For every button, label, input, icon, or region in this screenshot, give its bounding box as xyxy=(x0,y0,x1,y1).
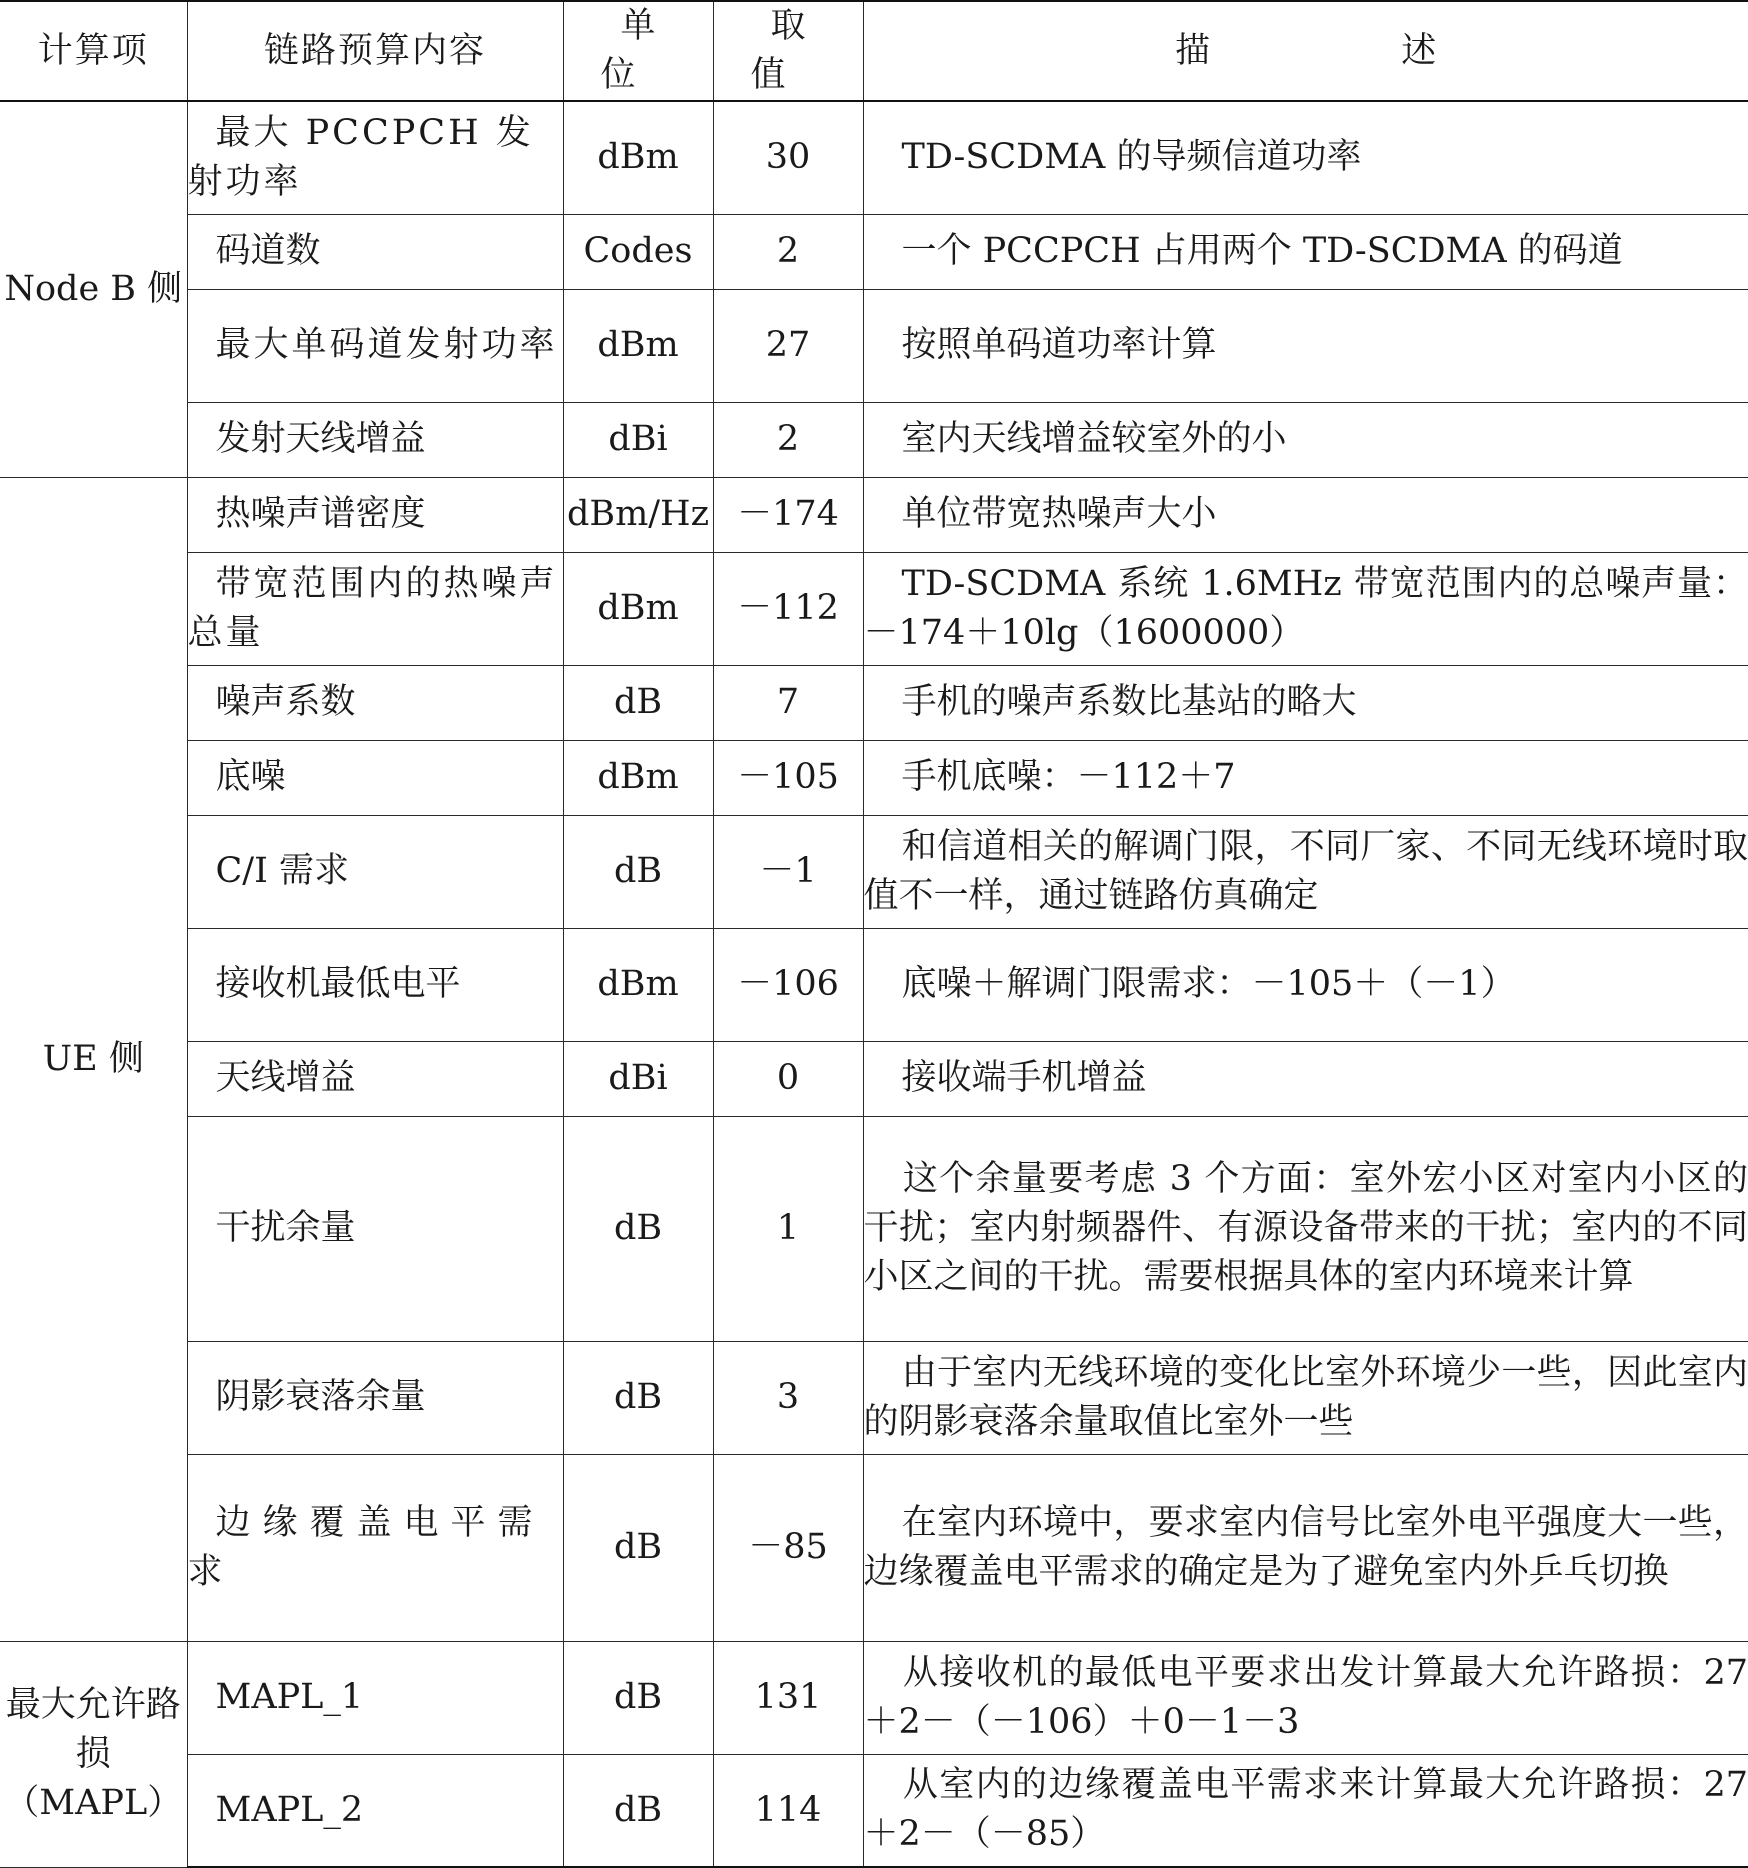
row-unit: dBm/Hz xyxy=(563,477,713,552)
row-unit: Codes xyxy=(563,214,713,289)
group-label-mapl: 最大允许路损（MAPL） xyxy=(0,1641,187,1867)
table-row xyxy=(0,214,1748,289)
row-desc: 一个 PCCPCH 占用两个 TD-SCDMA 的码道 xyxy=(863,214,1748,289)
header-col-content: 链路预算内容 xyxy=(187,1,563,101)
table-row xyxy=(0,1454,1748,1641)
row-unit: dB xyxy=(563,1341,713,1454)
row-unit: dB xyxy=(563,1754,713,1867)
row-unit: dBm xyxy=(563,928,713,1041)
row-content: 带宽范围内的热噪声总量 xyxy=(187,552,563,665)
header-col-desc: 描 述 xyxy=(863,1,1748,101)
row-value: 0 xyxy=(713,1041,863,1116)
row-desc: 由于室内无线环境的变化比室外环境少一些，因此室内的阴影衰落余量取值比室外一些 xyxy=(863,1341,1748,1454)
row-value: 114 xyxy=(713,1754,863,1867)
row-value: 2 xyxy=(713,214,863,289)
row-desc: 单位带宽热噪声大小 xyxy=(863,477,1748,552)
row-desc: TD-SCDMA 系统 1.6MHz 带宽范围内的总噪声量：－174＋10lg（1600000） xyxy=(863,552,1748,665)
row-unit: dBi xyxy=(563,402,713,477)
row-unit: dB xyxy=(563,1116,713,1341)
row-content: 阴影衰落余量 xyxy=(187,1341,563,1454)
row-unit: dBm xyxy=(563,289,713,402)
row-value: －85 xyxy=(713,1454,863,1641)
table-row xyxy=(0,552,1748,665)
header-col-unit: 单 位 xyxy=(563,1,713,101)
row-desc: TD-SCDMA 的导频信道功率 xyxy=(863,101,1748,214)
row-value: －174 xyxy=(713,477,863,552)
row-unit: dB xyxy=(563,815,713,928)
row-desc: 从接收机的最低电平要求出发计算最大允许路损：27＋2－（－106）＋0－1－3 xyxy=(863,1641,1748,1754)
table-row xyxy=(0,815,1748,928)
row-unit: dB xyxy=(563,1454,713,1641)
table-row xyxy=(0,289,1748,402)
row-content: 噪声系数 xyxy=(187,665,563,740)
row-value: －106 xyxy=(713,928,863,1041)
row-desc: 从室内的边缘覆盖电平需求来计算最大允许路损：27＋2－（－85） xyxy=(863,1754,1748,1867)
group-label-ue: UE 侧 xyxy=(0,477,187,1641)
row-value: 7 xyxy=(713,665,863,740)
row-unit: dBm xyxy=(563,101,713,214)
row-desc: 接收端手机增益 xyxy=(863,1041,1748,1116)
table-row xyxy=(0,1754,1748,1867)
table-row xyxy=(0,1116,1748,1341)
row-content: 最大 PCCPCH 发射功率 xyxy=(187,101,563,214)
row-desc: 和信道相关的解调门限，不同厂家、不同无线环境时取值不一样，通过链路仿真确定 xyxy=(863,815,1748,928)
row-desc: 室内天线增益较室外的小 xyxy=(863,402,1748,477)
table-row xyxy=(0,402,1748,477)
row-content: 天线增益 xyxy=(187,1041,563,1116)
row-desc: 在室内环境中，要求室内信号比室外电平强度大一些，边缘覆盖电平需求的确定是为了避免室内外乒乓切换 xyxy=(863,1454,1748,1641)
row-value: 30 xyxy=(713,101,863,214)
row-desc: 这个余量要考虑 3 个方面：室外宏小区对室内小区的干扰；室内射频器件、有源设备带来的干扰；室内的不同小区之间的干扰。需要根据具体的室内环境来计算 xyxy=(863,1116,1748,1341)
row-unit: dBm xyxy=(563,552,713,665)
row-content: 底噪 xyxy=(187,740,563,815)
header-col-value: 取 值 xyxy=(713,1,863,101)
row-value: 1 xyxy=(713,1116,863,1341)
row-desc: 底噪＋解调门限需求：－105＋（－1） xyxy=(863,928,1748,1041)
row-content: C/I 需求 xyxy=(187,815,563,928)
header-col-item: 计算项 xyxy=(0,1,187,101)
row-unit: dBm xyxy=(563,740,713,815)
table-row xyxy=(0,1341,1748,1454)
row-value: 27 xyxy=(713,289,863,402)
table-header-row xyxy=(0,1,1748,101)
row-content: 最大单码道发射功率 xyxy=(187,289,563,402)
row-content: 干扰余量 xyxy=(187,1116,563,1341)
table-row xyxy=(0,740,1748,815)
table-row xyxy=(0,101,1748,214)
row-value: 131 xyxy=(713,1641,863,1754)
row-value: －105 xyxy=(713,740,863,815)
table-row xyxy=(0,1041,1748,1116)
table-row xyxy=(0,1641,1748,1754)
row-desc: 手机底噪：－112＋7 xyxy=(863,740,1748,815)
row-desc: 手机的噪声系数比基站的略大 xyxy=(863,665,1748,740)
row-unit: dB xyxy=(563,665,713,740)
row-unit: dB xyxy=(563,1641,713,1754)
table-row xyxy=(0,477,1748,552)
row-content: 接收机最低电平 xyxy=(187,928,563,1041)
row-value: 2 xyxy=(713,402,863,477)
group-label-nodeb: Node B 侧 xyxy=(0,101,187,477)
row-content: MAPL_2 xyxy=(187,1754,563,1867)
row-content: MAPL_1 xyxy=(187,1641,563,1754)
row-value: －1 xyxy=(713,815,863,928)
row-value: 3 xyxy=(713,1341,863,1454)
row-content: 码道数 xyxy=(187,214,563,289)
row-content: 热噪声谱密度 xyxy=(187,477,563,552)
row-content: 发射天线增益 xyxy=(187,402,563,477)
table-row xyxy=(0,928,1748,1041)
row-value: －112 xyxy=(713,552,863,665)
table-row xyxy=(0,665,1748,740)
row-unit: dBi xyxy=(563,1041,713,1116)
row-desc: 按照单码道功率计算 xyxy=(863,289,1748,402)
row-content: 边缘覆盖电平需求 xyxy=(187,1454,563,1641)
